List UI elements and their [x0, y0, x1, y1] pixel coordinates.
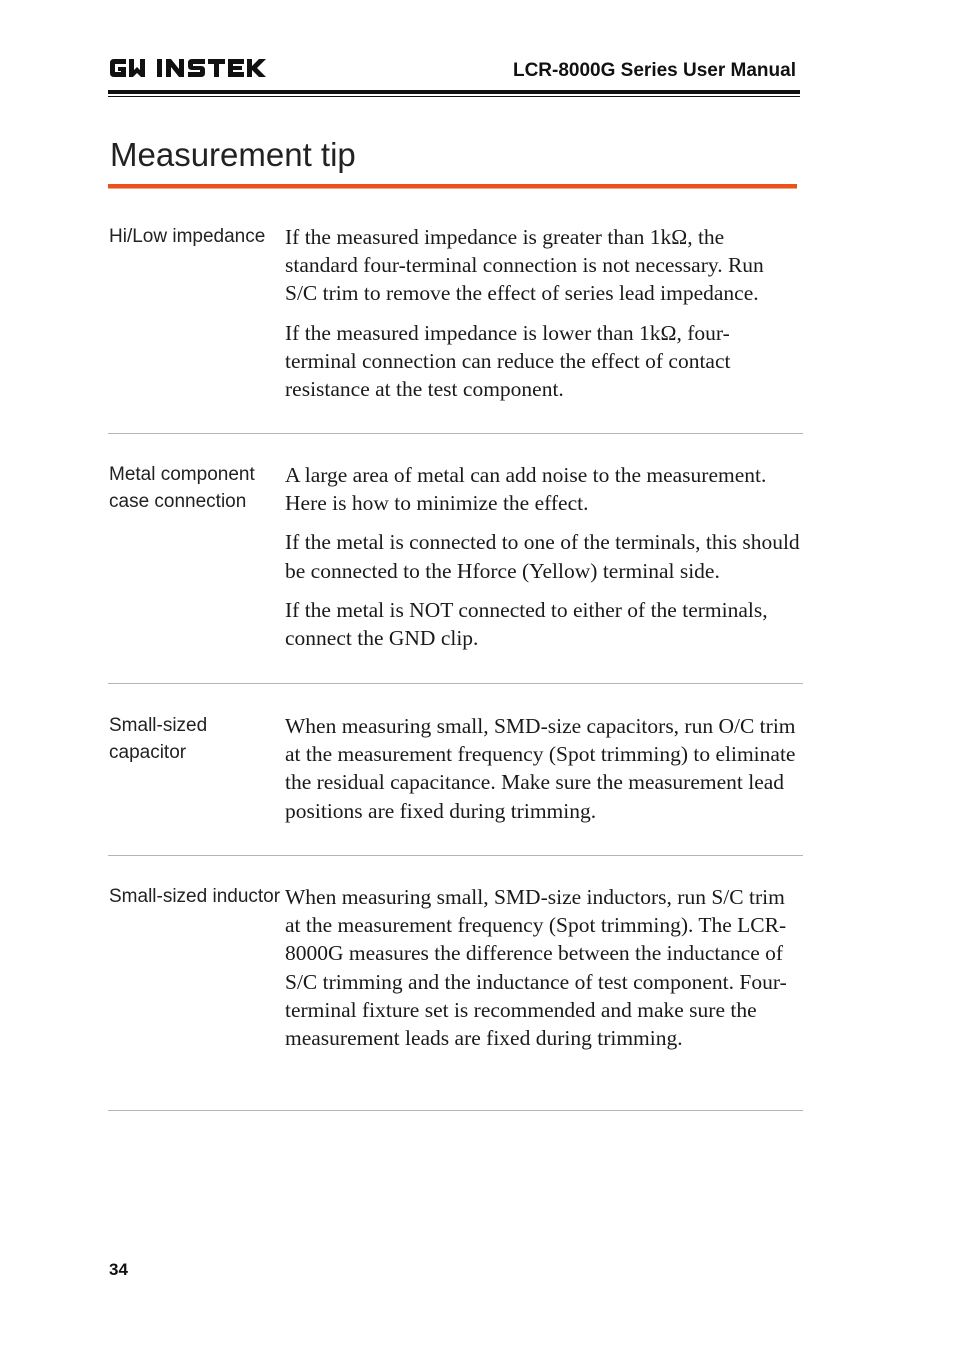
page-number: 34 [109, 1260, 128, 1279]
tip-small-capacitor [108, 712, 803, 856]
tip-paragraph: When measuring small, SMD-size inductors, run S/C trim at the measurement frequency (Spot trimming). The LCR-8000G measures the difference between the inductance of S/C trimming and the inductance of test component. Four-terminal fixture set is recommended and make sure the measurement leads are fixed during trimming. [285, 885, 787, 1051]
page-header [108, 52, 800, 100]
tip-paragraph: If the metal is connected to one of the terminals, this should be connected to the Hforce (Yellow) terminal side. [285, 530, 800, 583]
tip-body [285, 223, 800, 403]
header-rule-thin [108, 96, 800, 97]
tip-paragraph: If the measured impedance is greater than 1kΩ, the standard four-terminal connection is not necessary. Run S/C trim to remove the effect of series lead impedance. [285, 225, 764, 306]
tip-paragraph: A large area of metal can add noise to the measurement. Here is how to minimize the effect. [285, 463, 767, 516]
header-rule [108, 90, 800, 94]
manual-title: LCR-8000G Series User Manual [512, 60, 796, 81]
tip-label: Metal component case connection [109, 464, 255, 512]
tip-metal-case-connection [108, 461, 803, 684]
tip-body [285, 883, 800, 1052]
tip-label: Small-sized capacitor [109, 715, 208, 763]
tip-paragraph: If the measured impedance is lower than 1kΩ, four-terminal connection can reduce the effect of contact resistance at the test component. [285, 320, 731, 402]
tip-paragraph: When measuring small, SMD-size capacitors, run O/C trim at the measurement frequency (Spot trimming) to eliminate the residual capacitance. Make sure the measurement lead positions are fixed during trimming. [285, 714, 796, 823]
tip-label: Hi/Low impedance [109, 226, 266, 247]
tip-label: Small-sized inductor [109, 886, 281, 907]
tip-small-inductor [108, 883, 803, 1111]
tip-hi-low-impedance [108, 223, 803, 434]
title-accent-rule-shadow [108, 188, 797, 189]
page-title: Measurement tip [110, 136, 356, 173]
tip-body [285, 712, 800, 825]
tip-paragraph: If the metal is NOT connected to either of the terminals, connect the GND clip. [285, 597, 768, 651]
tip-body [285, 461, 800, 652]
gw-instek-logo [108, 55, 280, 81]
